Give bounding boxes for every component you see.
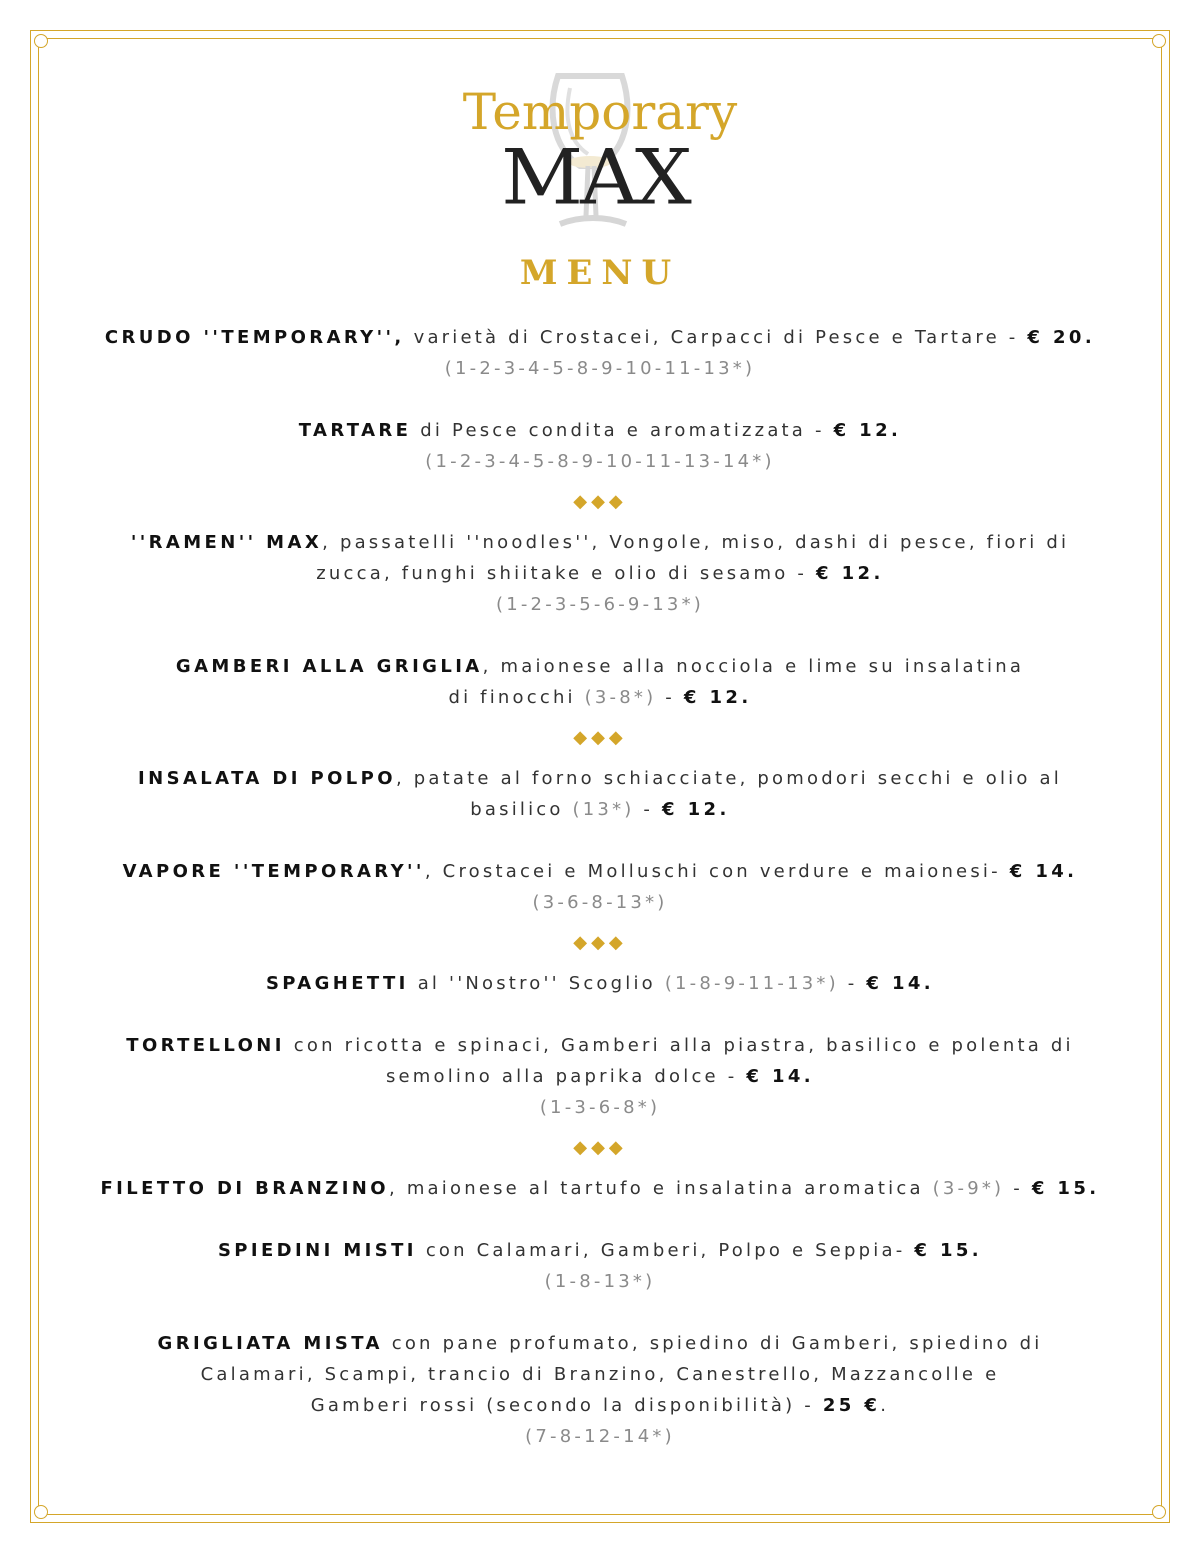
dish-name: GAMBERI ALLA GRIGLIA <box>175 656 483 677</box>
dish-allergens: (1-2-3-5-6-9-13*) <box>495 594 705 615</box>
menu-list <box>40 322 1160 1452</box>
dish-description: semolino alla paprika dolce - <box>385 1066 747 1087</box>
menu-item-ramen <box>40 527 1160 620</box>
dish-description: varietà di Crostacei, Carpacci di Pesce e Tartare - <box>404 327 1028 348</box>
dish-price: 25 € <box>822 1395 881 1416</box>
dish-name: VAPORE ''TEMPORARY'' <box>122 861 425 882</box>
dish-description: con Calamari, Gamberi, Polpo e Seppia- <box>416 1240 915 1261</box>
dish-description: , maionese alla nocciola e lime su insalatina <box>482 656 1025 677</box>
corner-ornament-icon <box>1152 34 1166 48</box>
dish-name: CRUDO ''TEMPORARY'', <box>104 327 405 348</box>
dish-allergens: (7-8-12-14*) <box>525 1426 675 1447</box>
corner-ornament-icon <box>1152 1505 1166 1519</box>
dish-name: SPIEDINI MISTI <box>217 1240 417 1261</box>
dish-description: , maionese al tartufo e insalatina aromatica <box>388 1178 933 1199</box>
dish-description: , patate al forno schiacciate, pomodori secchi e olio al <box>395 768 1062 789</box>
menu-item-crudo <box>40 322 1160 384</box>
section-divider-icon: ◆◆◆ <box>573 491 627 512</box>
dish-allergens: (1-3-6-8*) <box>539 1097 661 1118</box>
dish-description: con pane profumato, spiedino di Gamberi, spiedino di <box>382 1333 1043 1354</box>
dish-name: TARTARE <box>298 420 412 441</box>
dish-description: , passatelli ''noodles'', Vongole, miso, dashi di pesce, fiori di <box>322 532 1070 553</box>
dish-price: € 15. <box>914 1240 983 1261</box>
corner-ornament-icon <box>34 1505 48 1519</box>
section-divider-icon: ◆◆◆ <box>573 727 627 748</box>
logo-max: MAX <box>501 133 689 222</box>
price-separator: - <box>634 799 663 820</box>
menu-item-grigliata <box>40 1328 1160 1452</box>
dish-price: € 15. <box>1031 1178 1100 1199</box>
dish-description: al ''Nostro'' Scoglio <box>408 973 665 994</box>
menu-item-polpo <box>40 763 1160 825</box>
dish-allergens: (1-8-13*) <box>544 1271 656 1292</box>
menu-item-spaghetti <box>40 968 1160 999</box>
menu-item-vapore <box>40 856 1160 918</box>
dish-description: Gamberi rossi (secondo la disponibilità) - <box>310 1395 823 1416</box>
dish-price: € 14. <box>1009 861 1078 882</box>
dish-price: € 14. <box>866 973 935 994</box>
dish-price: € 12. <box>662 799 730 820</box>
dish-allergens: (3-6-8-13*) <box>532 892 668 913</box>
menu-item-gamberi <box>40 651 1160 713</box>
corner-ornament-icon <box>34 34 48 48</box>
dish-description: con ricotta e spinaci, Gamberi alla piastra, basilico e polenta di <box>284 1035 1074 1056</box>
dish-description: zucca, funghi shiitake e olio di sesamo - <box>316 563 817 584</box>
dish-price: € 12. <box>816 563 884 584</box>
menu-item-tartare <box>40 415 1160 477</box>
dish-allergens: (13*) <box>572 799 635 820</box>
dish-allergens: (1-2-3-4-5-8-9-10-11-13*) <box>444 358 756 379</box>
menu-item-tortelloni <box>40 1030 1160 1123</box>
dish-name: SPAGHETTI <box>265 973 409 994</box>
price-separator: - <box>656 687 684 708</box>
logo-temporary: Temporary <box>462 83 738 141</box>
dish-description: di Pesce condita e aromatizzata - <box>411 420 834 441</box>
dish-allergens: (1-8-9-11-13*) <box>664 973 839 994</box>
dish-name: TORTELLONI <box>126 1035 285 1056</box>
menu-item-spiedini <box>40 1235 1160 1297</box>
dish-description: di finocchi <box>448 687 585 708</box>
dish-name: GRIGLIATA MISTA <box>157 1333 383 1354</box>
dish-price: € 20. <box>1027 327 1096 348</box>
menu-item-branzino <box>40 1173 1160 1204</box>
dish-price: € 14. <box>746 1066 815 1087</box>
section-divider-icon: ◆◆◆ <box>573 1137 627 1158</box>
dish-allergens: (3-9*) <box>932 1178 1005 1199</box>
section-divider-icon: ◆◆◆ <box>573 932 627 953</box>
dish-price: € 12. <box>833 420 902 441</box>
menu-title: MENU <box>519 253 681 293</box>
price-separator: - <box>838 973 867 994</box>
dish-name: ''RAMEN'' MAX <box>130 532 323 553</box>
dish-description: basilico <box>470 799 573 820</box>
dish-tail: . <box>880 1395 890 1416</box>
dish-allergens: (1-2-3-4-5-8-9-10-11-13-14*) <box>425 451 775 472</box>
price-separator: - <box>1004 1178 1032 1199</box>
dish-price: € 12. <box>683 687 752 708</box>
dish-name: INSALATA DI POLPO <box>138 768 396 789</box>
dish-allergens: (3-8*) <box>584 687 657 708</box>
dish-description: , Crostacei e Molluschi con verdure e maionesi- <box>424 861 1010 882</box>
dish-description: Calamari, Scampi, trancio di Branzino, Canestrello, Mazzancolle e <box>200 1364 1000 1385</box>
dish-name: FILETTO DI BRANZINO <box>100 1178 389 1199</box>
